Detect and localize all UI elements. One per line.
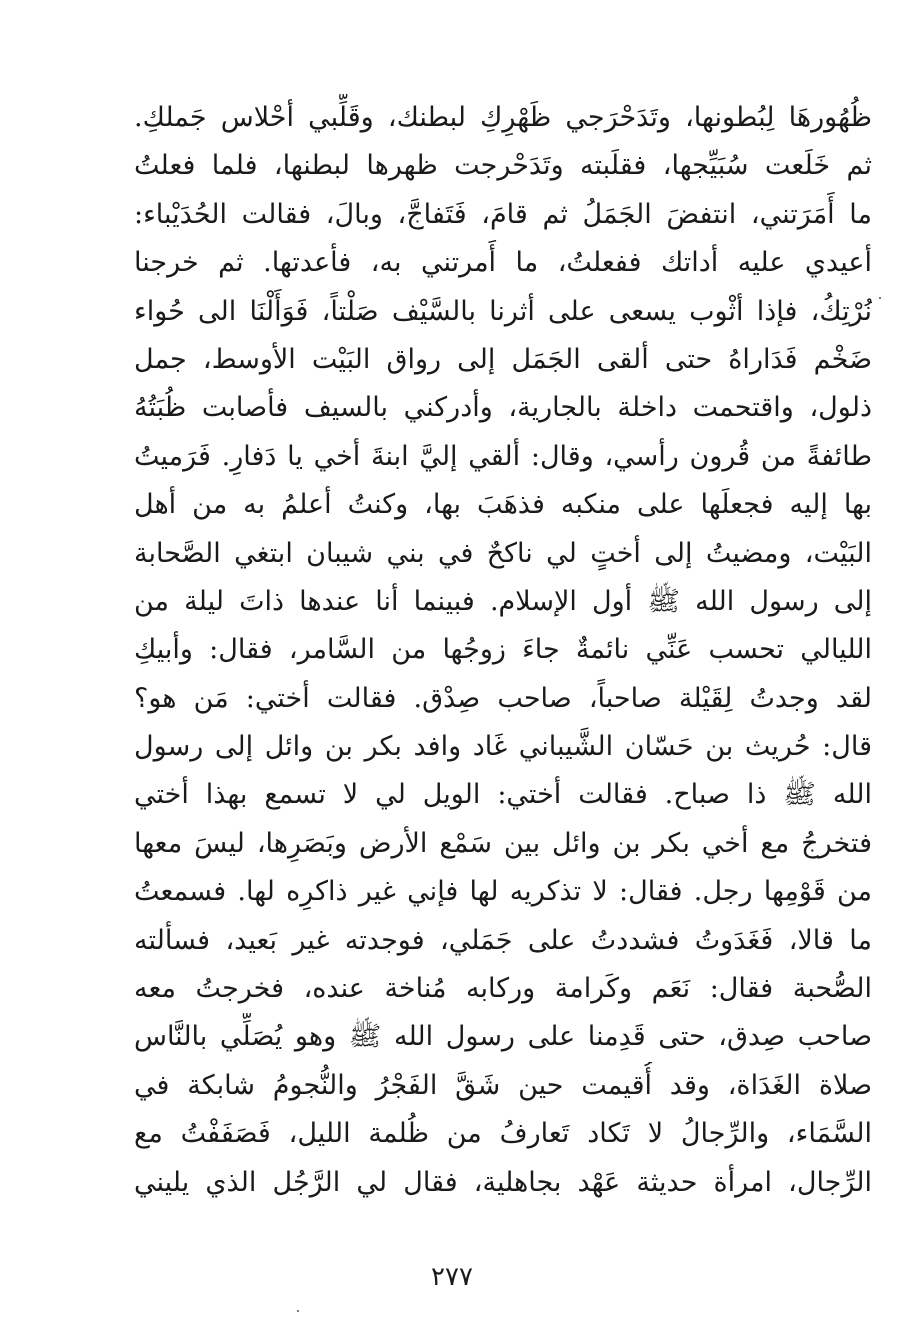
text-line: طائفةً من قُرون رأسي، وقال: ألقي إليَّ ابنةَ أخي يا دَفارِ. فَرَميتُ — [134, 440, 872, 472]
text-line: صلاة الغَدَاة، وقد أُقيمت حين شَقَّ الفَجْرُ والنُّجومُ شابكة في — [134, 1069, 872, 1101]
text-line: الليالي تحسب عَنِّي نائمةٌ جاءَ زوجُها من السَّامر، فقال: وأبيكِ — [134, 634, 872, 666]
text-line: قال: حُريث بن حَسّان الشَّيباني غَاد وافد بكر بن وائل إلى رسول — [134, 731, 872, 763]
text-line: فتخرجُ مع أخي بكر بن وائل بين سَمْع الأرض وبَصَرِها، ليسَ معها — [134, 827, 872, 859]
text-line: ثم خَلَعت سُبَيِّجها، فقلَبته وتَدَحْرجت ظهرها لبطنها، فلما فعلتُ — [134, 150, 872, 182]
text-line: البَيْت، ومضيتُ إلى أختٍ لي ناكحٌ في بني شيبان ابتغي الصَّحابة — [134, 537, 872, 569]
text-line: الصُّحبة فقال: نَعَم وكَرامة وركابه مُناخة عنده، فخرجتُ معه — [134, 973, 872, 1005]
text-line: ظُهُورهَا لِبُطونها، وتَدَحْرَجي ظَهْرِكِ لبطنك، وقَلِّبي أحْلاس جَملكِ. — [134, 102, 872, 133]
text-line: ضَخْم فَدَاراهُ حتى ألقى الجَمَل إلى رواق البَيْت الأوسط، جمل — [134, 343, 872, 375]
text-line: من قَوْمِها رجل. فقال: لا تذكريه لها فإني غير ذاكرِه لها. فسمعتُ — [134, 876, 872, 908]
text-line: نُرْتِكُ، فإذا أثْوب يسعى على أثرنا بالسَّيْف صَلْتاً، فَوَأَلْنَا الى حُواء — [134, 295, 872, 327]
scan-speck — [879, 297, 881, 299]
text-line: لقد وجدتُ لِقَيْلة صاحباً، صاحب صِدْق. فقالت أختي: مَن هو؟ — [134, 682, 872, 714]
text-line: إلى رسول الله ﷺ أول الإسلام. فبينما أنا عندها ذاتَ ليلة من — [134, 585, 872, 617]
text-line: صاحب صِدق، حتى قَدِمنا على رسول الله ﷺ وهو يُصَلِّي بالنَّاس — [134, 1021, 872, 1053]
text-line: أعيدي عليه أداتك ففعلتُ، ما أَمرتني به، فأعدتها. ثم خرجنا — [134, 247, 872, 279]
page-number: ٢٧٧ — [431, 1262, 473, 1292]
scan-speck — [297, 1310, 299, 1312]
body-text — [134, 94, 872, 1207]
text-line: الرِّجال، امرأة حديثة عَهْد بجاهلية، فقال لي الرَّجُل الذي يليني — [134, 1166, 872, 1198]
text-line: ما أَمَرَتني، انتفضَ الجَمَلُ ثم قامَ، فَتَفاجَّ، وبالَ، فقالت الحُدَيْباء: — [134, 198, 872, 230]
text-line: ذلول، واقتحمت داخلة بالجارية، وأدركني بالسيف فأصابت ظُبَتُهُ — [134, 392, 872, 424]
text-line: السَّمَاء، والرِّجالُ لا تَكاد تَعارفُ من ظُلمة الليل، فَصَفَفْتُ مع — [134, 1118, 872, 1150]
text-line: بها إليه فجعلَها على منكبه فذهَبَ بها، وكنتُ أعلمُ به من أهل — [134, 489, 872, 521]
text-line: الله ﷺ ذا صباح. فقالت أختي: الويل لي لا تسمع بهذا أختي — [134, 779, 872, 811]
text-line: ما قالا، فَغَدَوتُ فشددتُ على جَمَلي، فوجدته غير بَعيد، فسألته — [134, 924, 872, 956]
